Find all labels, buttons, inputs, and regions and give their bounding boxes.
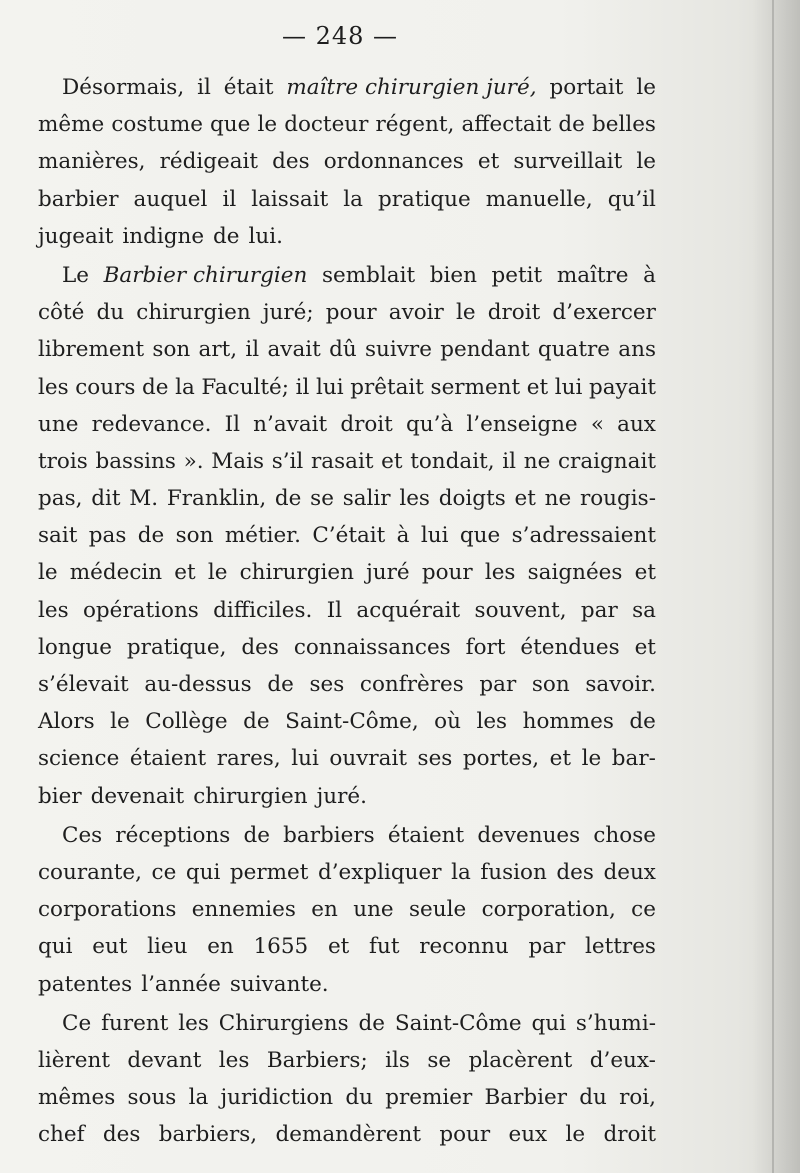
word: Il — [224, 411, 241, 437]
text-line — [38, 592, 656, 629]
word: par — [479, 672, 517, 697]
word: en — [311, 897, 338, 923]
word: droit — [340, 411, 393, 437]
word: lui — [291, 746, 319, 772]
word: eut — [92, 934, 128, 960]
word: ans — [618, 337, 656, 363]
word: confrères — [359, 672, 464, 697]
word: se — [310, 486, 334, 512]
word: des — [102, 1122, 141, 1148]
word: le — [636, 75, 656, 100]
word: par — [580, 597, 618, 623]
word: M. — [129, 486, 159, 512]
word: où — [434, 709, 461, 735]
word: Désormais, — [62, 75, 185, 100]
word: Saint-Côme, — [285, 709, 419, 735]
text-line — [38, 257, 656, 294]
word: son — [531, 672, 570, 697]
word: 1655 — [253, 934, 309, 960]
word: prêtait — [350, 374, 424, 400]
word: corporation, — [481, 897, 616, 923]
word: permet — [229, 859, 309, 885]
word: laissait — [251, 186, 329, 212]
word: chirurgien — [136, 300, 251, 326]
word: ils — [385, 1047, 410, 1073]
word: le — [581, 746, 602, 772]
word: chirurgien — [193, 783, 308, 809]
word: ne — [523, 448, 551, 474]
word: les — [178, 1010, 209, 1036]
word: furent — [101, 1010, 169, 1036]
word: de — [243, 709, 270, 735]
text-line — [38, 1116, 656, 1153]
word: et — [549, 746, 572, 772]
word: le — [257, 112, 278, 138]
word: payait — [588, 374, 656, 400]
word: les — [38, 597, 69, 623]
word: la — [175, 374, 195, 400]
text-line — [38, 778, 656, 815]
word: science — [38, 746, 120, 772]
word: de — [358, 1010, 386, 1036]
text-line — [38, 554, 656, 591]
word: placèrent — [468, 1047, 573, 1073]
word: reconnu — [419, 934, 509, 960]
word: juré — [366, 560, 410, 586]
word: portes, — [462, 746, 540, 772]
word: juré. — [316, 783, 367, 809]
word: et — [634, 560, 656, 586]
word: deux — [603, 859, 656, 885]
word: dit — [91, 486, 121, 512]
word: de — [213, 223, 240, 249]
text-line — [38, 703, 656, 740]
word: médecin — [69, 560, 163, 586]
word: lièrent — [38, 1047, 110, 1073]
word: serment — [430, 374, 521, 400]
word: corporations — [38, 897, 177, 923]
word: devenues — [477, 822, 581, 848]
paragraph — [38, 1005, 656, 1154]
word: les — [218, 1047, 250, 1073]
word: fusion — [480, 859, 547, 885]
word: jugeait — [38, 223, 114, 249]
word: de — [267, 672, 294, 697]
text-line — [38, 1005, 656, 1042]
word: qui — [38, 934, 73, 960]
text-line — [38, 369, 656, 406]
word: barbiers, — [158, 1122, 258, 1148]
word: pour — [325, 300, 377, 326]
word: que — [459, 523, 501, 549]
text-line — [38, 106, 656, 143]
word: qui — [531, 1010, 566, 1036]
word: affectait — [461, 112, 552, 138]
word: eux — [508, 1122, 548, 1148]
text-line — [38, 181, 656, 218]
word: pratique — [377, 186, 471, 212]
word: bien — [429, 262, 477, 288]
word: « — [590, 411, 604, 437]
word: maître chirurgien juré, — [286, 75, 537, 100]
text-line — [38, 443, 656, 480]
word: bar- — [611, 746, 656, 772]
word: même — [38, 112, 105, 138]
word: connaissances — [293, 634, 451, 660]
text-line — [38, 406, 656, 443]
word: la — [343, 186, 363, 212]
word: et — [327, 934, 350, 960]
word: devant — [127, 1047, 202, 1073]
word: le — [207, 560, 228, 586]
word: ne — [544, 486, 572, 512]
word: s’élevait — [38, 672, 129, 697]
word: des — [556, 859, 594, 885]
word: d’exercer — [552, 300, 656, 326]
word: Le — [62, 262, 90, 288]
word: Saint-Côme — [394, 1010, 522, 1036]
word: de — [243, 822, 270, 848]
word: patentes — [38, 971, 133, 997]
word: lui. — [248, 223, 283, 249]
word: et — [174, 560, 196, 586]
word: redevance. — [91, 411, 212, 437]
word: suivante. — [229, 971, 329, 997]
word: pratique, — [126, 634, 227, 660]
word: barbiers — [283, 822, 375, 848]
word: manières, — [38, 149, 146, 175]
word: Collège — [145, 709, 228, 735]
word: du — [579, 1085, 607, 1111]
word: savoir. — [585, 672, 656, 697]
word: à — [643, 262, 656, 288]
word: auquel — [133, 186, 208, 212]
word: tondait, — [410, 448, 495, 474]
word: pendant — [440, 337, 530, 363]
word: pas, — [38, 486, 83, 512]
word: il — [222, 186, 237, 212]
word: il — [502, 448, 517, 474]
word: mêmes — [38, 1085, 116, 1111]
word: semblait — [321, 262, 416, 288]
word: droit — [487, 300, 541, 326]
word: d’eux- — [589, 1047, 656, 1073]
word: rasait — [311, 448, 374, 474]
word: lui — [315, 374, 344, 400]
word: Il — [326, 597, 343, 623]
text-line — [38, 1079, 656, 1116]
word: petit — [491, 262, 543, 288]
word: il — [245, 337, 260, 363]
word: rédigeait — [159, 149, 259, 175]
word: le — [38, 560, 58, 586]
page-number: — 248 — — [281, 22, 399, 50]
word: ouvrait — [329, 746, 407, 772]
text-line — [38, 928, 656, 965]
word: longue — [38, 634, 113, 660]
word: bassins — [95, 448, 176, 474]
word: et — [526, 374, 549, 400]
word: des — [272, 149, 310, 175]
body-text — [38, 69, 656, 1153]
page-edge-line — [772, 0, 774, 1173]
word: maître — [556, 262, 629, 288]
word: de — [274, 486, 302, 512]
word: indigne — [122, 223, 205, 249]
word: et — [634, 634, 656, 660]
word: de — [141, 374, 169, 400]
word: devenait — [90, 783, 185, 809]
word: les — [38, 374, 69, 400]
word: Chirurgiens — [218, 1010, 349, 1036]
word: sait — [38, 523, 78, 549]
word: le — [565, 1122, 586, 1148]
word: lui — [554, 374, 583, 400]
word: pour — [439, 1122, 491, 1148]
word: que — [210, 112, 251, 138]
word: les — [484, 560, 516, 586]
word: une — [353, 897, 394, 923]
word: du — [96, 300, 125, 326]
word: courante, — [38, 859, 142, 885]
word: ce — [631, 897, 656, 923]
word: salir — [342, 486, 391, 512]
word: ses — [309, 672, 345, 697]
word: en — [207, 934, 234, 960]
word: portait — [549, 75, 624, 100]
word: sa — [632, 597, 656, 623]
word: côté — [38, 300, 85, 326]
word: juridiction — [220, 1085, 334, 1111]
word: souvent, — [474, 597, 567, 623]
word: son — [175, 523, 214, 549]
word: rougis- — [579, 486, 656, 512]
word: acquérait — [356, 597, 461, 623]
word: trois — [38, 448, 88, 474]
word: Faculté; — [201, 374, 290, 400]
text-line — [38, 294, 656, 331]
word: sous — [127, 1085, 177, 1111]
word: il — [295, 374, 310, 400]
word: Franklin, — [166, 486, 267, 512]
word: il — [197, 75, 211, 100]
word: opérations — [82, 597, 199, 623]
word: costume — [111, 112, 203, 138]
word: avait — [267, 337, 321, 363]
word: lettres — [585, 934, 656, 960]
word: belles — [591, 112, 656, 138]
word: librement — [38, 337, 145, 363]
word: fort — [465, 634, 506, 660]
text-line — [38, 666, 656, 703]
word: ». — [183, 448, 204, 474]
word: Barbier — [484, 1085, 567, 1111]
word: étendues — [520, 634, 620, 660]
text-line — [38, 817, 656, 854]
word: docteur — [284, 112, 369, 138]
word: d’expliquer — [317, 859, 442, 885]
word: rares, — [216, 746, 281, 772]
word: pas — [88, 523, 127, 549]
text-line — [38, 480, 656, 517]
word: des — [241, 634, 279, 660]
text-line — [38, 891, 656, 928]
word: Ces — [62, 822, 103, 848]
word: de — [629, 709, 656, 735]
word: pour — [421, 560, 473, 586]
word: lui — [420, 523, 449, 549]
word: ordonnances — [323, 149, 464, 175]
word: régent, — [375, 112, 455, 138]
word: Alors — [38, 709, 95, 735]
word: et — [514, 486, 536, 512]
text-line — [38, 517, 656, 554]
word: à — [396, 523, 410, 549]
word: qu’il — [607, 186, 656, 212]
word: ennemies — [191, 897, 296, 923]
word: droit — [603, 1122, 656, 1148]
word: chirurgien — [239, 560, 354, 586]
word: l’année — [141, 971, 221, 997]
word: manuelle, — [485, 186, 593, 212]
word: le — [455, 300, 476, 326]
word: métier. — [224, 523, 301, 549]
word: Mais — [211, 448, 264, 474]
word: Barbier chirurgien — [103, 262, 308, 288]
word: chose — [593, 822, 656, 848]
word: bier — [38, 783, 82, 809]
word: du — [345, 1085, 373, 1111]
word: et — [381, 448, 403, 474]
word: craignait — [558, 448, 656, 474]
text-line — [38, 1042, 656, 1079]
word: la — [188, 1085, 209, 1111]
word: quatre — [537, 337, 610, 363]
paragraph — [38, 257, 656, 815]
word: qui — [185, 859, 221, 885]
word: hommes — [522, 709, 614, 735]
word: juré; — [262, 300, 314, 326]
word: s’adressaient — [511, 523, 656, 549]
word: le — [110, 709, 130, 735]
word: l’enseigne — [466, 411, 578, 437]
word: son — [152, 337, 191, 363]
word: dû — [329, 337, 357, 363]
paragraph — [38, 69, 656, 255]
word: de — [137, 523, 165, 549]
word: Ce — [62, 1010, 92, 1036]
word: les — [399, 486, 430, 512]
word: avoir — [388, 300, 444, 326]
word: qu’à — [405, 411, 454, 437]
word: suivre — [365, 337, 432, 363]
word: étaient — [129, 746, 207, 772]
word: ses — [417, 746, 453, 772]
word: la — [451, 859, 471, 885]
word: s’humi- — [575, 1010, 656, 1036]
text-line — [38, 331, 656, 368]
word: réceptions — [115, 822, 231, 848]
word: étaient — [387, 822, 465, 848]
word: premier — [385, 1085, 473, 1111]
word: était — [223, 75, 274, 100]
word: barbier — [38, 186, 119, 212]
text-line — [38, 629, 656, 666]
word: difficiles. — [213, 597, 313, 623]
word: C’était — [312, 523, 386, 549]
word: saignées — [527, 560, 623, 586]
word: roi, — [619, 1085, 656, 1111]
word: Barbiers; — [266, 1047, 368, 1073]
text-line — [38, 69, 656, 106]
word: aux — [617, 411, 656, 437]
word: doigts — [438, 486, 506, 512]
text-line — [38, 966, 656, 1003]
word: cours — [75, 374, 136, 400]
text-line — [38, 143, 656, 180]
word: se — [427, 1047, 452, 1073]
word: fut — [369, 934, 400, 960]
word: et — [477, 149, 500, 175]
word: le — [636, 149, 656, 175]
word: chef — [38, 1122, 85, 1148]
word: de — [558, 112, 585, 138]
word: ce — [151, 859, 177, 885]
word: s’il — [271, 448, 304, 474]
word: au-dessus — [144, 672, 252, 697]
word: une — [38, 411, 79, 437]
word: demandèrent — [275, 1122, 421, 1148]
text-line — [38, 740, 656, 777]
page-gutter-shadow — [752, 0, 800, 1173]
word: lieu — [147, 934, 188, 960]
word: art, — [198, 337, 238, 363]
word: par — [528, 934, 566, 960]
word: les — [476, 709, 508, 735]
word: n’avait — [253, 411, 328, 437]
paragraph — [38, 817, 656, 1003]
text-line — [38, 218, 656, 255]
text-line — [38, 854, 656, 891]
word: seule — [409, 897, 467, 923]
word: surveillait — [513, 149, 623, 175]
